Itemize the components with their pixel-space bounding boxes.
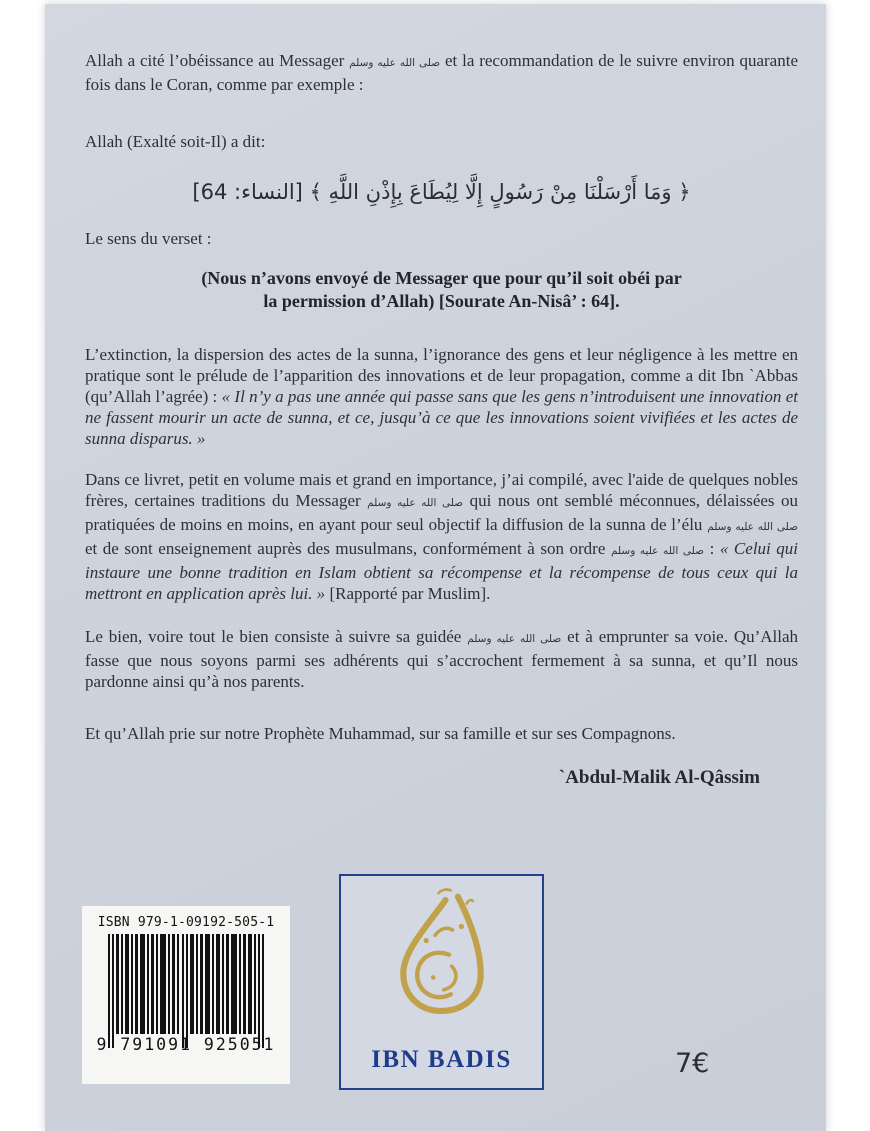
barcode-digits: 9 791091 925051 bbox=[96, 1035, 276, 1054]
paragraph-extinction bbox=[85, 344, 798, 449]
author-signature: `Abdul-Malik Al-Qâssim bbox=[558, 767, 760, 788]
quran-verse-arabic bbox=[85, 172, 798, 212]
publisher-name: IBN BADIS bbox=[371, 1046, 512, 1073]
paragraph-le-bien-text-2: et à emprunter sa voie. Qu’Allah fasse que nous soyons parmi ses adhérents qui s’accrochent fermement à sa sunna, et qu’Il nous pardonne ainsi qu’à nos parents. bbox=[85, 627, 799, 691]
paragraph-livret-text-1: Dans ce livret, petit en volume mais et grand en importance, j’ai compilé, avec l'aide de quelques nobles frères, certaines traditions du Messager bbox=[85, 470, 798, 510]
verse-translation bbox=[85, 267, 798, 313]
verse-translation-line2: la permission d’Allah) [Sourate An-Nisâ’ : 64]. bbox=[263, 291, 620, 311]
hadith-source: [Rapporté par Muslim]. bbox=[329, 584, 491, 603]
sens-du-verset-label: Le sens du verset : bbox=[85, 229, 212, 248]
isbn-barcode-box bbox=[82, 906, 290, 1084]
salla-allah-honorific: صلى الله عليه وسلم bbox=[349, 57, 441, 69]
salla-allah-honorific: صلى الله عليه وسلم bbox=[367, 497, 464, 509]
salla-allah-honorific: صلى الله عليه وسلم bbox=[707, 521, 799, 533]
paragraph-livret-colon: : bbox=[709, 539, 715, 558]
price-label: 7€ bbox=[675, 1048, 710, 1079]
paragraph-le-bien bbox=[85, 626, 798, 692]
paragraph-livret-text-3: et de sont enseignement auprès des musulmans, conformément à son ordre bbox=[85, 539, 606, 558]
paragraph-obeissance bbox=[85, 50, 798, 95]
hadith-quote: « Celui qui instaure une bonne tradition en Islam obtient sa récompense et la récompense de tous ceux qui la mettront en application après lui. » bbox=[85, 539, 799, 603]
barcode bbox=[106, 934, 266, 1048]
verse-translation-line1: (Nous n’avons envoyé de Messager que pour qu’il soit obéi par bbox=[201, 268, 682, 288]
paragraph-obeissance-text-2: et la recommandation de le suivre environ quarante fois dans le Coran, comme par exemple : bbox=[85, 51, 798, 94]
isbn-number: ISBN 979-1-09192-505-1 bbox=[97, 915, 275, 930]
ibn-abbas-quote: « Il n’y a pas une année qui passe sans que les gens n’introduisent une innovation et ne fassent mourir un acte de sunna, et ce, jusqu’à ce que les innovations soient vivifiées et les actes de sunna disparus. » bbox=[85, 387, 798, 448]
paragraph-extinction-text: L’extinction, la dispersion des actes de la sunna, l’ignorance des gens et leur négligence à les mettre en pratique sont le prélude de l’apparition des innovations et de leur propagation, comme a dit Ibn `Abbas (qu’Allah l’agrée) : bbox=[85, 345, 798, 406]
cover-text-block bbox=[45, 50, 826, 788]
book-back-cover bbox=[45, 4, 826, 1131]
paragraph-le-bien-text-1: Le bien, voire tout le bien consiste à suivre sa guidée bbox=[85, 627, 462, 646]
verse-reference-arabic: [النساء: 64] bbox=[192, 180, 303, 204]
publisher-logo-box bbox=[339, 874, 544, 1090]
salla-allah-honorific: صلى الله عليه وسلم bbox=[467, 633, 562, 645]
paragraph-livret-text-2: qui nous ont semblé méconnues, délaissées ou pratiquées de moins en moins, en ayant pour seul objectif la diffusion de la sunna de l’élu bbox=[85, 491, 799, 534]
paragraph-obeissance-text-1: Allah a cité l’obéissance au Messager bbox=[85, 51, 345, 70]
paragraph-livret bbox=[85, 469, 798, 604]
paragraph-priere: Et qu’Allah prie sur notre Prophète Muhammad, sur sa famille et sur ses Compagnons. bbox=[85, 724, 676, 743]
verse-arabic-text: ﴿ وَمَا أَرْسَلْنَا مِنْ رَسُولٍ إِلَّا لِيُطَاعَ بِإِذْنِ اللَّهِ ﴾ bbox=[309, 180, 691, 204]
salla-allah-honorific: صلى الله عليه وسلم bbox=[610, 545, 705, 557]
allah-a-dit-line: Allah (Exalté soit-Il) a dit: bbox=[85, 132, 266, 151]
ibn-badis-calligraphy-icon bbox=[383, 886, 501, 1018]
